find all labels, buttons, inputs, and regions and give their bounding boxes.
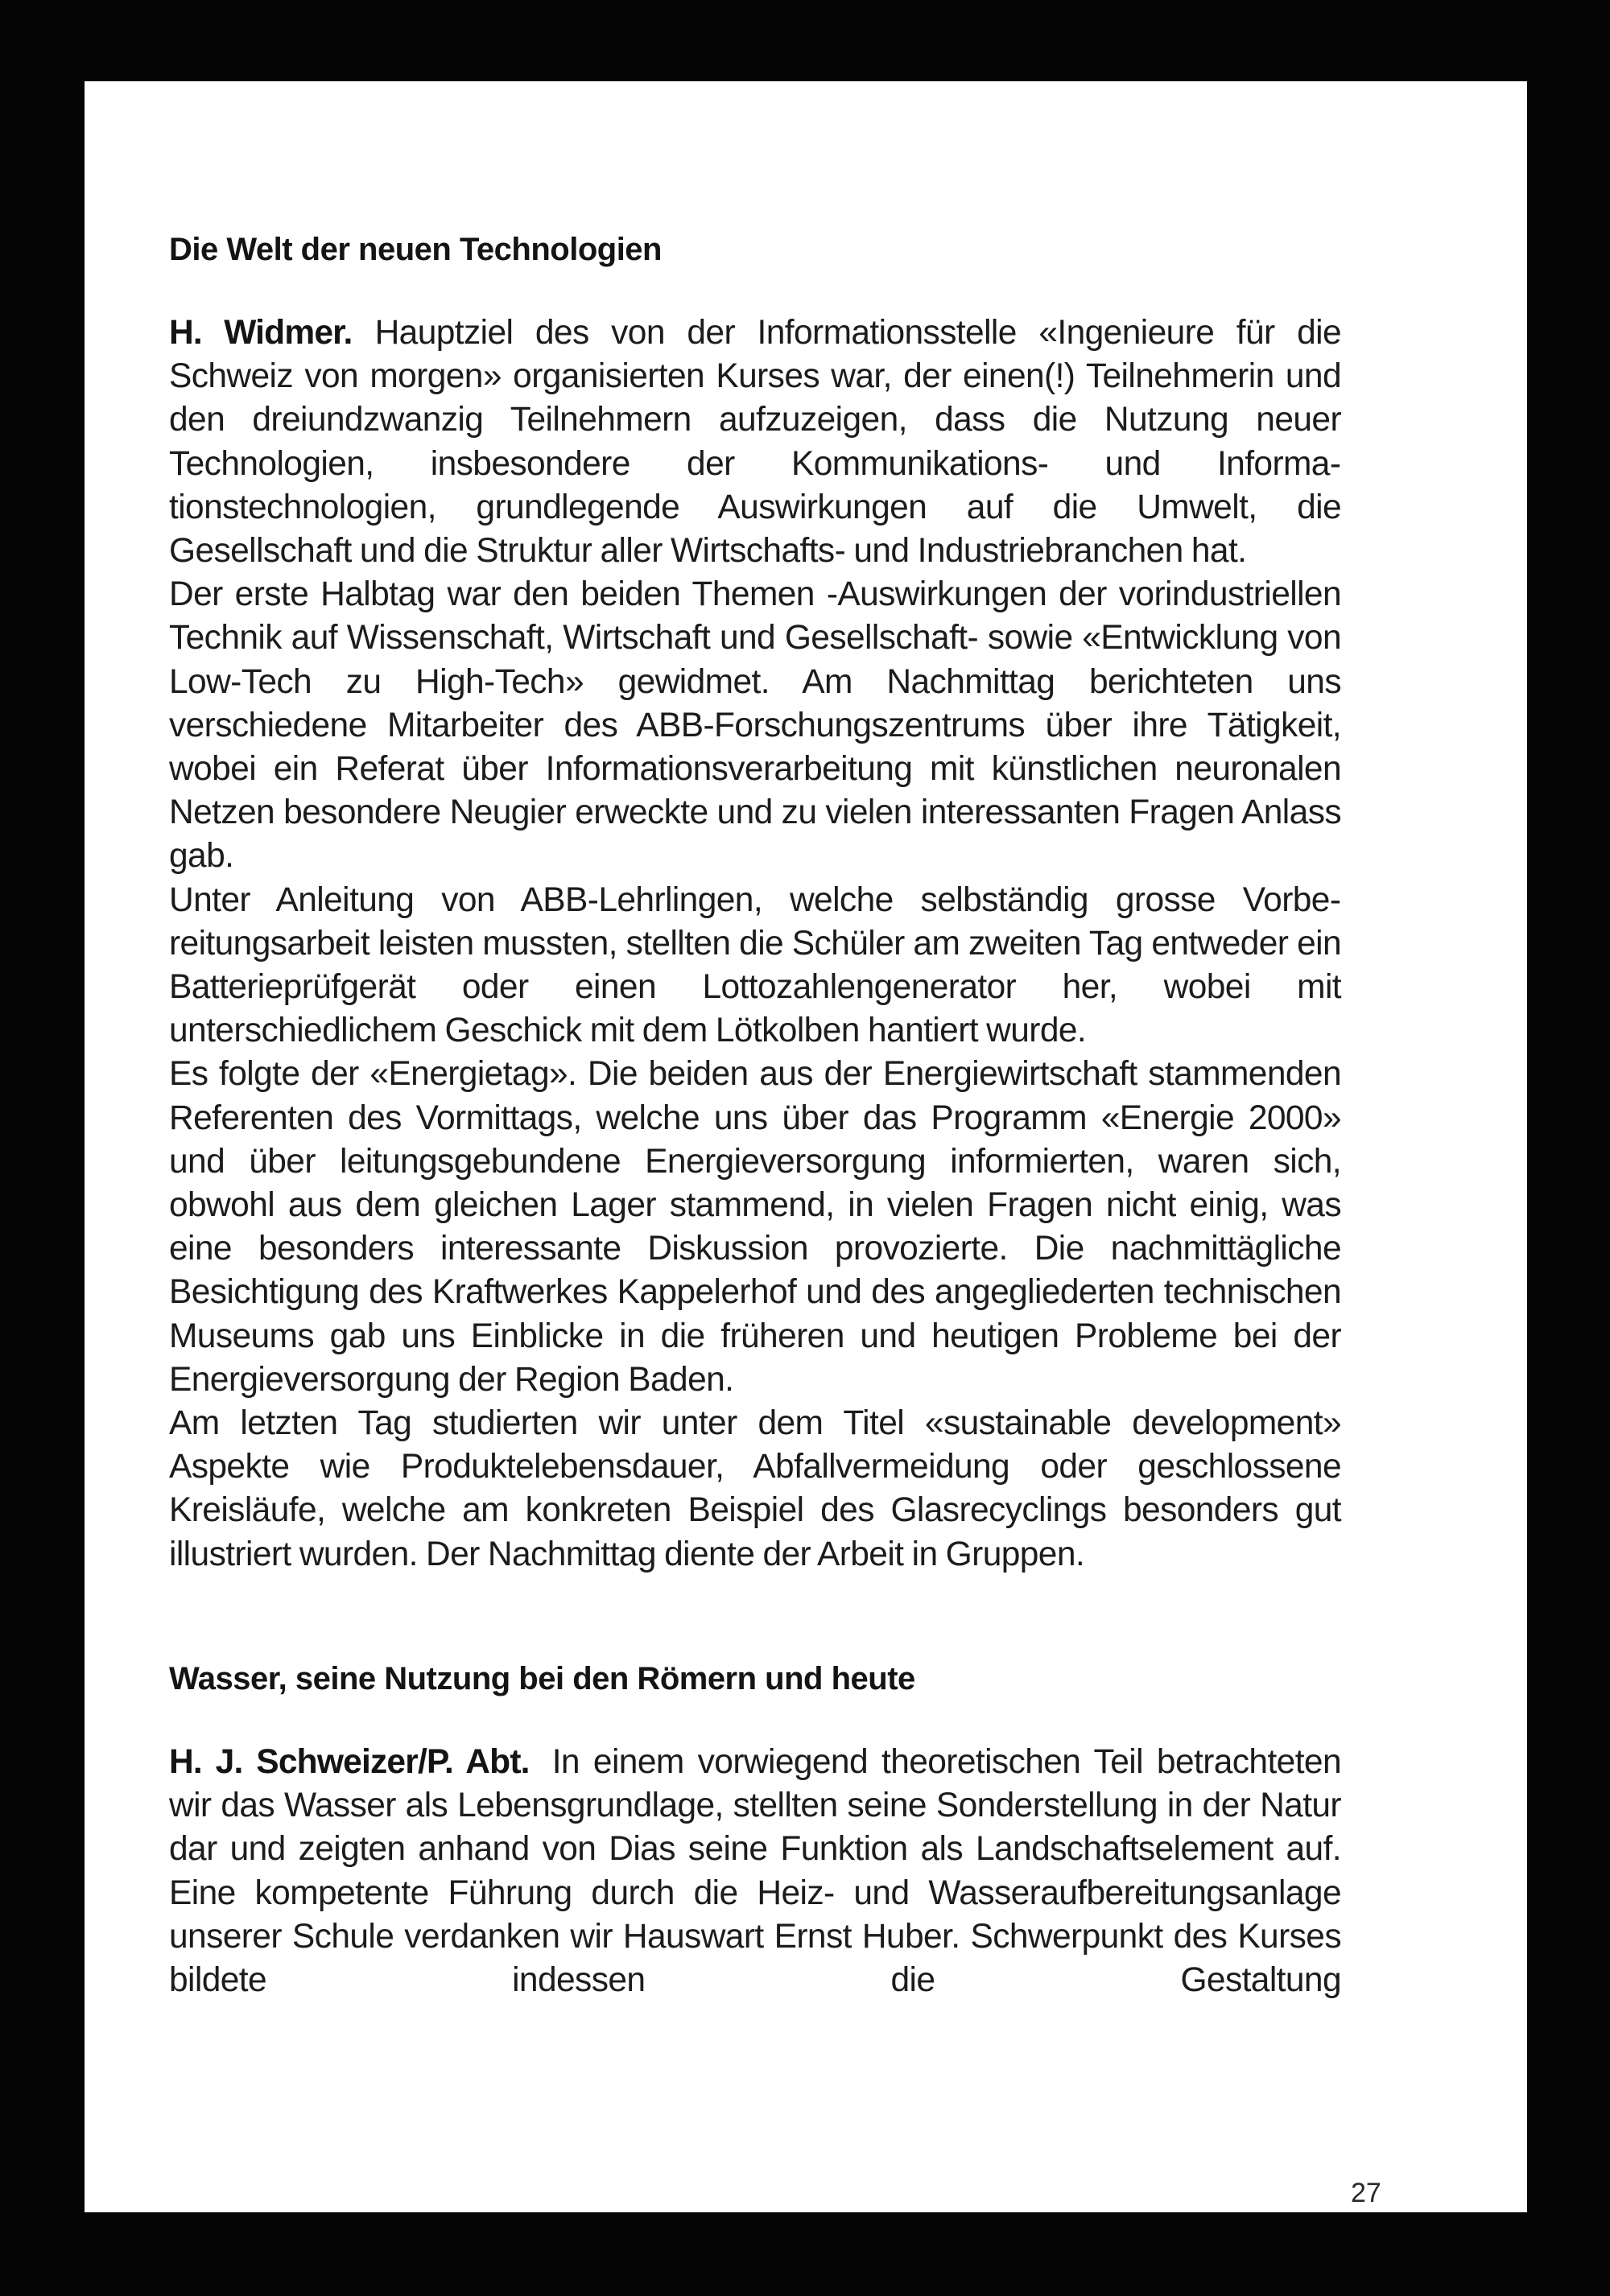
paragraph: Unter Anleitung von ABB-Lehrlingen, welche selbständig grosse Vorbereitungsarbeit leisten mussten, stellten die Schüler am zweiten Tag entweder ein Batterieprüfgerät oder einen Lottozahlengenerator her, wobei mit unterschiedlichem Geschick mit dem Lötkolben hantiert wurde. [169,880,1341,1050]
section-body-new-technologies [169,311,1341,1577]
document-page [85,81,1527,2212]
paragraph [169,1741,1341,2002]
page-content [169,228,1341,2002]
author-name: H. Widmer. [169,314,353,352]
page-number: 27 [1351,2178,1381,2208]
paragraph: Am letzten Tag studierten wir unter dem Titel «sustainable development» Aspekte wie Produktelebensdauer, Abfallvermeidung oder geschlossene Kreisläufe, welche am konkreten Beispiel des Glasrecyclings besonders gut illustriert wurden. Der Nachmittag diente der Arbeit in Gruppen. [169,1404,1341,1573]
section-title-new-technologies: Die Welt der neuen Technologien [169,232,662,267]
paragraph-text: Hauptziel des von der Informationsstelle «Ingenieure für die Schweiz von morgen» organisierten Kurses war, der einen(!) Teilnehmerin und den dreiundzwanzig Teilnehmern aufzuzeigen, dass die Nutzung neuer Technologien, insbesondere der Kommunikations- und Informationstechnologien, grundlegende Auswirkungen auf die Umwelt, die Gesellschaft und die Struktur aller Wirtschafts- und Industriebranchen hat. [169,314,1342,571]
section-body-water-romans [169,1741,1341,2002]
author-name: H. J. Schweizer/P. Abt. [169,1742,530,1781]
section-title-water-romans: Wasser, seine Nutzung bei den Römern und heute [169,1660,915,1696]
paragraph-text: In einem vorwiegend theoretischen Teil betrachteten wir das Wasser als Lebensgrundlage, stellten seine Sonderstellung in der Natur dar und zeigten anhand von Dias seine Funktion als Landschaftselement auf. Eine kompetente Führung durch die Heiz- und Wasseraufbereitungsanlage unserer Schule verdanken wir Hauswart Ernst Huber. Schwerpunkt des Kurses bildete indessen die Gestaltung [169,1742,1341,1999]
paragraph: Der erste Halbtag war den beiden Themen -Auswirkungen der vorindustriellen Technik auf Wissenschaft, Wirtschaft und Gesellschaft- sowie «Entwicklung von Low-Tech zu High-Tech» gewidmet. Am Nachmittag berichteten uns verschiedene Mitarbeiter des ABB-Forschungszentrums über ihre Tätigkeit, wobei ein Referat über Informationsverarbeitung mit künstlichen neuronalen Netzen besondere Neugier erweckte und zu vielen interessanten Fragen Anlass gab. [169,575,1341,876]
paragraph [169,311,1341,573]
paragraph: Es folgte der «Energietag». Die beiden aus der Energiewirtschaft stammenden Referenten des Vormittags, welche uns über das Programm «Energie 2000» und über leitungsgebundene Energieversorgung informierten, waren sich, obwohl aus dem gleichen Lager stammend, in vielen Fragen nicht einig, was eine besonders interessante Diskussion provozierte. Die nachmittägliche Besichtigung des Kraftwerkes Kappelerhof und des angegliederten technischen Museums gab uns Einblicke in die früheren und heutigen Probleme bei der Energieversorgung der Region Baden. [169,1055,1341,1399]
